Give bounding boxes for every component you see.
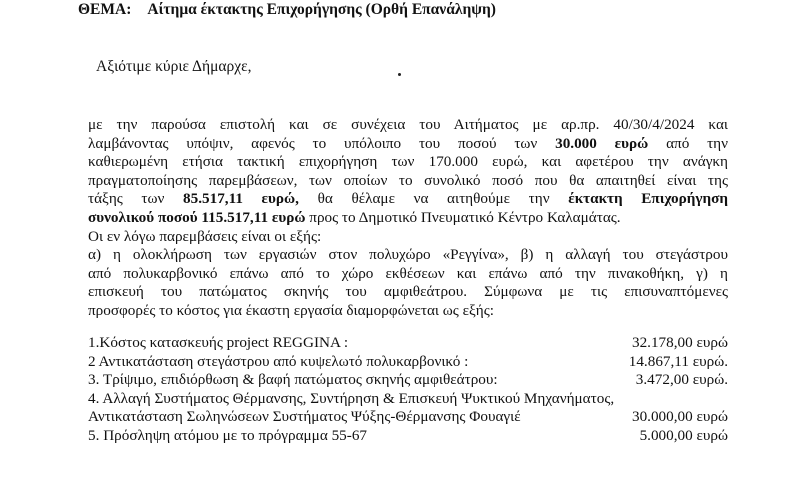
cost-item bbox=[88, 371, 738, 390]
body-line bbox=[88, 190, 728, 209]
body-text-segment: από την bbox=[648, 134, 728, 152]
cost-amount: 30.000,00 ευρώ bbox=[631, 408, 728, 426]
total-amount: συνολικού ποσού 115.517,11 ευρώ bbox=[88, 208, 306, 226]
cost-label: 3. Τρίψιμο, επιδιόρθωση & βαφή πατώματος σκηνής αμφιθεάτρου: bbox=[88, 371, 498, 389]
body-text-segment: λαμβάνοντας υπόψιν, αφενός το υπόλοιπο του ποσού των bbox=[88, 134, 556, 152]
body-line: Οι εν λόγω παρεμβάσεις είναι οι εξής: bbox=[88, 227, 322, 245]
subject-label: ΘΕΜΑ: bbox=[78, 1, 132, 18]
body-text-segment: προς το Δημοτικό Πνευματικό Κέντρο Καλαμάτας. bbox=[305, 208, 621, 226]
cost-item bbox=[88, 427, 738, 446]
cost-amount: 5.000,00 ευρώ bbox=[639, 426, 728, 444]
cost-amount: 14.867,11 ευρώ. bbox=[628, 352, 728, 370]
cost-item bbox=[88, 408, 738, 427]
amount-85517: 85.517,11 ευρώ, bbox=[183, 190, 299, 208]
cost-amount: 32.178,00 ευρώ bbox=[631, 334, 728, 351]
cost-label: Αντικατάσταση Σωληνώσεων Συστήματος Ψύξης-Θέρμανσης Φουαγιέ bbox=[88, 408, 521, 426]
body-text-segment: θα θέλαμε να αιτηθούμε την bbox=[298, 190, 569, 208]
greeting: Αξιότιμε κύριε Δήμαρχε, bbox=[96, 58, 252, 75]
body-line: επισκευή του πατώματος σκηνής του αμφιθεάτρου. Σύμφωνα με τις επισυναπτόμενες bbox=[88, 283, 728, 301]
cost-amount: 3.472,00 ευρώ. bbox=[635, 371, 728, 389]
body-line: προσφορές το κόστος για έκαστη εργασία διαμορφώνεται ως εξής: bbox=[88, 301, 494, 319]
letter-body bbox=[88, 116, 728, 321]
body-text-segment: τάξης των bbox=[88, 190, 184, 208]
emergency-grant-text: έκτακτη Επιχορήγηση bbox=[568, 190, 728, 208]
cost-item bbox=[88, 390, 738, 409]
cost-list bbox=[88, 334, 738, 446]
cost-label: 2 Αντικατάσταση στεγάστρου από κυψελωτό πολυκαρβονικό : bbox=[88, 352, 469, 370]
cost-label: 5. Πρόσληψη ατόμου με το πρόγραμμα 55-67 bbox=[88, 426, 368, 444]
body-line: α) η ολοκλήρωση των εργασιών στον πολυχώρο «Ρεγγίνα», β) η αλλαγή του στεγάστρου bbox=[88, 246, 728, 264]
body-line bbox=[88, 135, 728, 154]
body-line: καθιερωμένη ετήσια τακτική επιχορήγηση των 170.000 ευρώ, και αφετέρου την ανάγκη bbox=[88, 153, 728, 171]
body-line bbox=[88, 209, 728, 228]
subject-text: Αίτημα έκτακτης Επιχορήγησης (Ορθή Επανάληψη) bbox=[147, 1, 496, 18]
body-line: πραγματοποίησης παρεμβάσεων, των οποίων το συνολικό ποσό που θα απαιτηθεί είναι της bbox=[88, 171, 728, 189]
cost-label: 4. Αλλαγή Συστήματος Θέρμανσης, Συντήρηση & Επισκευή Ψυκτικού Μηχανήματος, bbox=[88, 389, 615, 407]
ink-speck bbox=[398, 73, 401, 76]
amount-30000: 30.000 ευρώ bbox=[555, 134, 649, 152]
body-line: από πολυκαρβονικό επάνω από το χώρο εκθέσεων και επάνω από την πινακοθήκη, γ) η bbox=[88, 264, 728, 282]
cost-label: 1.Κόστος κατασκευής project REGGINA : bbox=[88, 334, 349, 351]
body-line: με την παρούσα επιστολή και σε συνέχεια του Αιτήματος με αρ.πρ. 40/30/4/2024 και bbox=[88, 116, 728, 133]
subject-line bbox=[78, 1, 496, 19]
cost-item bbox=[88, 334, 738, 353]
cost-item bbox=[88, 353, 738, 372]
